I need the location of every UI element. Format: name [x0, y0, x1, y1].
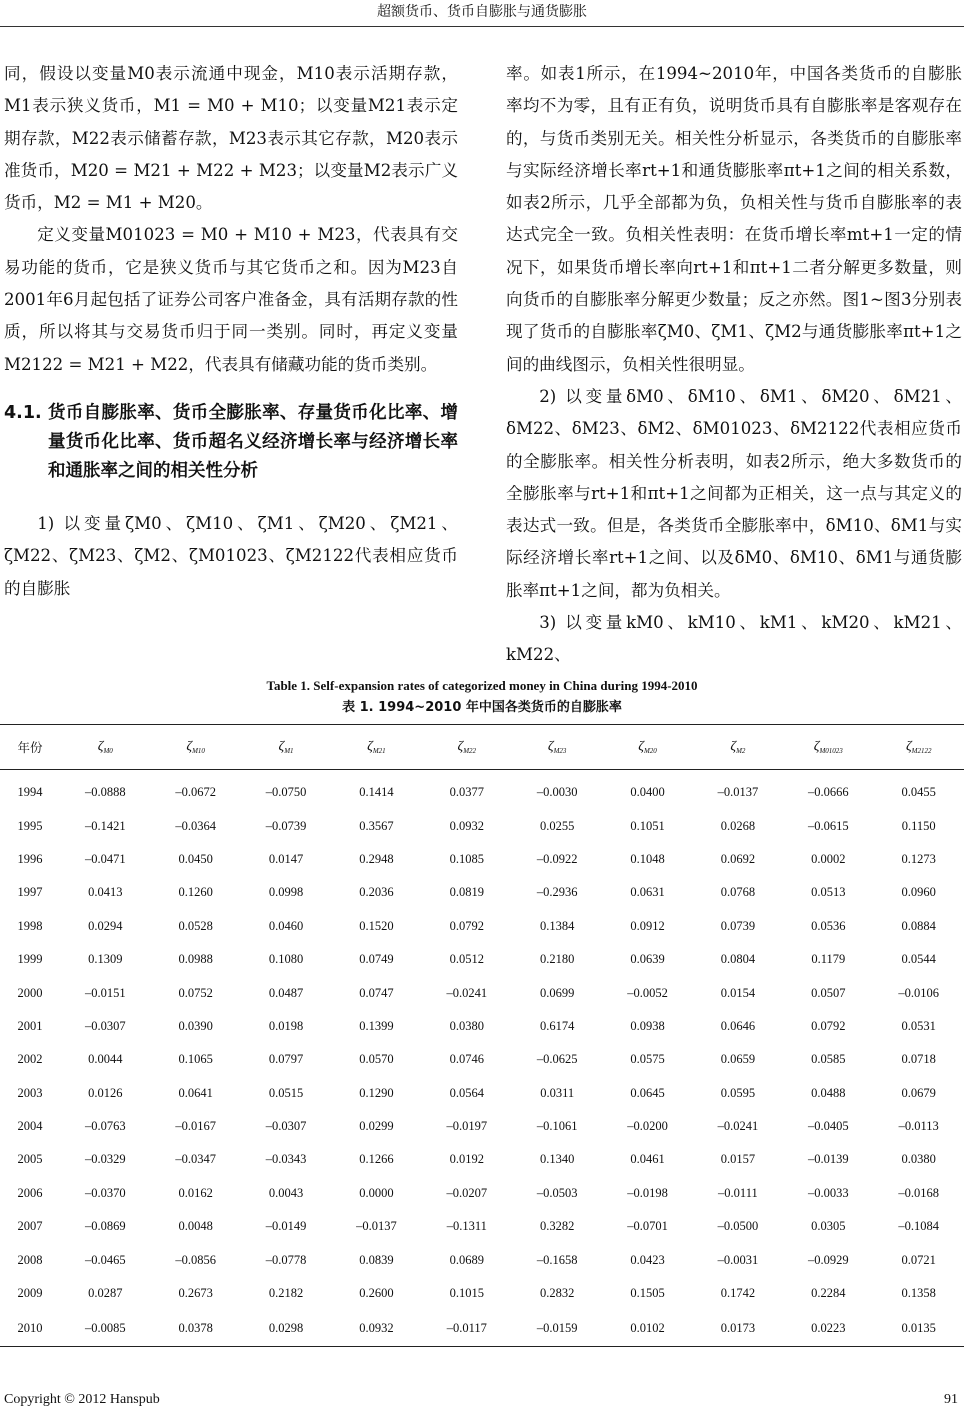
value-cell: –0.0207	[446, 1185, 488, 1200]
copyright: Copyright © 2012 Hanspub	[4, 1392, 160, 1407]
value-cell: 0.0631	[630, 885, 665, 900]
value-cell: 0.0536	[811, 918, 846, 933]
value-cell: 0.0126	[88, 1085, 123, 1100]
value-cell: –0.0763	[84, 1119, 126, 1134]
value-cell: 0.0752	[178, 985, 213, 1000]
column-header-m21: $\zeta_{M21}$	[331, 725, 421, 770]
value-cell: –0.0137	[717, 785, 759, 800]
value-cell: 0.0287	[88, 1286, 123, 1301]
value-cell: –0.0343	[265, 1152, 307, 1167]
value-cell: 0.0646	[720, 1018, 756, 1033]
column-header-m23: $\zeta_{M23}$	[512, 725, 602, 770]
value-cell: 0.0938	[630, 1018, 665, 1033]
value-cell: 0.0792	[449, 918, 484, 933]
value-cell: 0.0960	[901, 885, 936, 900]
value-cell: 0.0305	[811, 1219, 846, 1234]
section-heading	[4, 399, 458, 486]
year-cell: 2005	[17, 1152, 43, 1167]
value-cell: 0.3567	[359, 818, 394, 833]
table-row	[0, 876, 964, 909]
value-cell: –0.1311	[446, 1219, 487, 1234]
value-cell: 0.0645	[630, 1085, 665, 1100]
value-cell: 0.0804	[720, 952, 756, 967]
table-row	[0, 1010, 964, 1043]
value-cell: 0.0157	[720, 1152, 756, 1167]
table-row	[0, 910, 964, 943]
value-cell: 0.1742	[720, 1286, 756, 1301]
value-cell: –0.0168	[898, 1185, 940, 1200]
year-cell: 1996	[17, 851, 43, 866]
table-row	[0, 1043, 964, 1076]
value-cell: 0.0721	[901, 1252, 936, 1267]
value-cell: –0.0347	[175, 1152, 216, 1167]
value-cell: 0.0513	[811, 885, 846, 900]
value-cell: 0.1273	[901, 851, 936, 866]
value-cell: –0.0198	[627, 1185, 668, 1200]
value-cell: 0.0884	[901, 918, 936, 933]
value-cell: 0.0413	[88, 885, 123, 900]
value-cell: –0.0033	[807, 1185, 849, 1200]
value-cell: 0.1051	[630, 818, 665, 833]
column-header-m10: $\zeta_{M10}$	[150, 725, 240, 770]
value-cell: 0.0988	[178, 952, 213, 967]
table-row	[0, 943, 964, 976]
value-cell: –0.0030	[536, 785, 578, 800]
self-expansion-table	[0, 724, 964, 1347]
value-cell: 0.0377	[449, 785, 484, 800]
value-cell: 0.1520	[359, 918, 394, 933]
value-cell: 0.1150	[901, 818, 936, 833]
value-cell: 0.1505	[630, 1286, 665, 1301]
year-cell: 1994	[17, 785, 43, 800]
value-cell: 0.0311	[540, 1085, 575, 1100]
value-cell: –0.0137	[356, 1219, 397, 1234]
value-cell: –0.0031	[717, 1252, 759, 1267]
value-cell: 0.0487	[268, 985, 304, 1000]
value-cell: –0.0869	[84, 1219, 126, 1234]
value-cell: 0.0512	[449, 952, 484, 967]
value-cell: 0.0102	[602, 1310, 692, 1347]
value-cell: 0.0768	[720, 885, 756, 900]
value-cell: 0.0585	[811, 1052, 846, 1067]
section-title: 货币自膨胀率、货币全膨胀率、存量货币化比率、增量货币化比率、货币超名义经济增长率与经济增长率和通胀率之间的相关性分析	[48, 402, 458, 481]
value-cell: –0.0370	[84, 1185, 126, 1200]
value-cell: –0.0200	[627, 1119, 668, 1134]
value-cell: 0.0912	[630, 918, 665, 933]
value-cell: 0.6174	[539, 1018, 575, 1033]
table-row	[0, 1077, 964, 1110]
value-cell: 0.1309	[88, 952, 123, 967]
value-cell: –0.1084	[898, 1219, 940, 1234]
table-row	[0, 809, 964, 842]
value-cell: –0.0139	[807, 1152, 849, 1167]
value-cell: –0.0929	[807, 1252, 849, 1267]
value-cell: 0.0299	[359, 1119, 394, 1134]
section-number: 4.1.	[4, 402, 42, 423]
value-cell: 0.0154	[720, 985, 756, 1000]
value-cell: 0.1399	[359, 1018, 394, 1033]
year-cell: 2007	[17, 1219, 43, 1234]
column-header-m2122: $\zeta_{M2122}$	[873, 725, 964, 770]
left-paragraph-3: 1) 以变量ζM0、ζM10、ζM1、ζM20、ζM21、ζM22、ζM23、ζM2、ζM01023、ζM2122代表相应货币的自膨胀	[4, 513, 458, 598]
value-cell: 0.1414	[359, 785, 394, 800]
year-cell: 2006	[17, 1185, 43, 1200]
year-cell: 2001	[17, 1018, 43, 1033]
value-cell: 0.2180	[539, 952, 575, 967]
table-row	[0, 1143, 964, 1176]
value-cell: –0.0117	[422, 1310, 512, 1347]
year-cell: 2000	[17, 985, 43, 1000]
year-cell: 1997	[17, 885, 43, 900]
value-cell: 0.0839	[359, 1252, 394, 1267]
value-cell: –0.0922	[536, 851, 578, 866]
value-cell: 0.0575	[630, 1052, 665, 1067]
value-cell: –0.0625	[536, 1052, 578, 1067]
value-cell: –0.0307	[265, 1119, 307, 1134]
table-row	[0, 1277, 964, 1310]
value-cell: 0.1085	[449, 851, 484, 866]
value-cell: 0.2036	[359, 885, 394, 900]
value-cell: 0.1384	[539, 918, 575, 933]
value-cell: 0.0641	[178, 1085, 213, 1100]
value-cell: –0.0739	[265, 818, 307, 833]
value-cell: –0.0167	[175, 1119, 216, 1134]
year-cell: 1998	[17, 918, 43, 933]
value-cell: 0.0268	[720, 818, 756, 833]
value-cell: 0.0380	[449, 1018, 484, 1033]
value-cell: 0.2284	[811, 1286, 846, 1301]
table-row	[0, 1177, 964, 1210]
value-cell: 0.1015	[449, 1286, 484, 1301]
value-cell: –0.0106	[898, 985, 940, 1000]
value-cell: 0.1080	[268, 952, 304, 967]
value-cell: –0.0052	[627, 985, 668, 1000]
year-cell: 2003	[17, 1085, 43, 1100]
value-cell: –0.0329	[84, 1152, 126, 1167]
value-cell: 0.0298	[241, 1310, 331, 1347]
value-cell: 0.0797	[268, 1052, 304, 1067]
value-cell: –0.0500	[717, 1219, 759, 1234]
year-cell: 2004	[17, 1119, 43, 1134]
value-cell: 0.0192	[449, 1152, 484, 1167]
year-cell: 1999	[17, 952, 43, 967]
value-cell: 0.0792	[811, 1018, 846, 1033]
value-cell: 0.2673	[178, 1286, 213, 1301]
value-cell: –0.2936	[536, 885, 578, 900]
value-cell: –0.1421	[84, 818, 126, 833]
year-cell: 1995	[17, 818, 43, 833]
right-paragraph-1: 率。如表1所示，在1994~2010年，中国各类货币的自膨胀率均不为零，且有正有负，说明货币具有自膨胀率是客观存在的，与货币类别无关。相关性分析显示，各类货币的自膨胀率与实际经济增长率rt+1和通货膨胀率πt+1之间的相关系数，如表2所示，几乎全部都为负，负相关性与货币自膨胀率的表达式完全一致。负相关性表明：在货币增长率mt+1一定的情况下，如果货币增长率向rt+1和πt+1二者分解更多数量，则向货币的自膨胀率分解更少数量；反之亦然。图1~图3分别表现了货币的自膨胀率ζM0、ζM1、ζM2与通货膨胀率πt+1之间的曲线图示，负相关性很明显。	[506, 64, 962, 374]
value-cell: 0.1048	[630, 851, 665, 866]
value-cell: 0.0455	[901, 785, 936, 800]
column-header-m1: $\zeta_{M1}$	[241, 725, 331, 770]
value-cell: 0.0699	[539, 985, 575, 1000]
column-header-m2: $\zeta_{M2}$	[693, 725, 783, 770]
value-cell: 0.1266	[359, 1152, 394, 1167]
value-cell: 0.0400	[630, 785, 665, 800]
value-cell: 0.0255	[539, 818, 575, 833]
value-cell: –0.0364	[175, 818, 216, 833]
value-cell: 0.3282	[539, 1219, 575, 1234]
value-cell: 0.2182	[268, 1286, 304, 1301]
value-cell: 0.0819	[449, 885, 484, 900]
value-cell: 0.0000	[359, 1185, 394, 1200]
table-row	[0, 843, 964, 876]
value-cell: 0.0390	[178, 1018, 213, 1033]
header-rule	[0, 26, 964, 27]
value-cell: 0.0739	[720, 918, 756, 933]
table-row	[0, 1310, 964, 1347]
value-cell: 0.0378	[150, 1310, 240, 1347]
value-cell: –0.0778	[265, 1252, 307, 1267]
running-header: 超额货币、货币自膨胀与通货膨胀	[377, 4, 587, 20]
value-cell: –0.0405	[807, 1119, 849, 1134]
year-cell: 2002	[17, 1052, 43, 1067]
value-cell: –0.0701	[627, 1219, 668, 1234]
value-cell: 0.0570	[359, 1052, 394, 1067]
value-cell: –0.0471	[84, 851, 126, 866]
year-cell: 2010	[0, 1310, 60, 1347]
column-header-m0: $\zeta_{M0}$	[60, 725, 150, 770]
right-paragraph-3: 3) 以变量kM0、kM10、kM1、kM20、kM21、kM22、	[506, 613, 962, 665]
value-cell: –0.0503	[536, 1185, 578, 1200]
value-cell: 0.0043	[268, 1185, 304, 1200]
value-cell: 0.2832	[539, 1286, 575, 1301]
column-header-m22: $\zeta_{M22}$	[422, 725, 512, 770]
value-cell: –0.0465	[84, 1252, 126, 1267]
value-cell: –0.0615	[807, 818, 849, 833]
value-cell: 0.1340	[539, 1152, 575, 1167]
value-cell: –0.0085	[60, 1310, 150, 1347]
value-cell: 0.0689	[449, 1252, 484, 1267]
table-row	[0, 1243, 964, 1276]
value-cell: –0.1658	[536, 1252, 578, 1267]
value-cell: 0.0746	[449, 1052, 484, 1067]
value-cell: 0.0718	[901, 1052, 936, 1067]
table-caption-zh: 表 1. 1994~2010 年中国各类货币的自膨胀率	[342, 700, 622, 715]
table-row	[0, 770, 964, 810]
value-cell: 0.0450	[178, 851, 213, 866]
table-header-row	[0, 725, 964, 770]
value-cell: 0.0998	[268, 885, 304, 900]
value-cell: 0.0932	[331, 1310, 421, 1347]
value-cell: –0.0149	[265, 1219, 307, 1234]
value-cell: 0.0488	[811, 1085, 846, 1100]
value-cell: 0.0044	[88, 1052, 123, 1067]
value-cell: –0.0159	[512, 1310, 602, 1347]
value-cell: –0.1061	[536, 1119, 578, 1134]
value-cell: 0.0507	[811, 985, 846, 1000]
table-row	[0, 976, 964, 1009]
value-cell: 0.0595	[720, 1085, 756, 1100]
value-cell: 0.0515	[268, 1085, 304, 1100]
page-number: 91	[944, 1392, 958, 1407]
value-cell: 0.0528	[178, 918, 213, 933]
left-column	[4, 58, 458, 605]
right-paragraph-2: 2) 以变量δM0、δM10、δM1、δM20、δM21、δM22、δM23、δM2、δM01023、δM2122代表相应货币的全膨胀率。相关性分析表明，如表2所示，绝大多数货币的全膨胀率与rt+1和πt+1之间都为正相关，这一点与其定义的表达式一致。但是，各类货币全膨胀率中，δM10、δM1与实际经济增长率rt+1之间、以及δM0、δM10、δM1与通货膨胀率πt+1之间，都为负相关。	[506, 386, 962, 600]
value-cell: –0.0241	[717, 1119, 759, 1134]
value-cell: –0.0666	[807, 785, 849, 800]
value-cell: –0.0111	[718, 1185, 758, 1200]
value-cell: –0.0197	[446, 1119, 488, 1134]
value-cell: 0.0048	[178, 1219, 213, 1234]
value-cell: –0.0241	[446, 985, 488, 1000]
value-cell: –0.0307	[84, 1018, 126, 1033]
value-cell: 0.0147	[268, 851, 304, 866]
value-cell: 0.0564	[449, 1085, 484, 1100]
value-cell: 0.0679	[901, 1085, 936, 1100]
value-cell: 0.0135	[873, 1310, 964, 1347]
left-paragraph-2: 定义变量M01023 = M0 + M10 + M23，代表具有交易功能的货币，它是狭义货币与其它货币之和。因为M23自2001年6月起包括了证券公司客户准备金，具有活期存款的性质，所以将其与交易货币归于同一类别。同时，再定义变量M2122 = M21 + M22，代表具有储藏功能的货币类别。	[4, 225, 458, 374]
value-cell: 0.1260	[178, 885, 213, 900]
table-row	[0, 1110, 964, 1143]
value-cell: 0.0380	[901, 1152, 936, 1167]
value-cell: 0.0747	[359, 985, 394, 1000]
value-cell: –0.0672	[175, 785, 216, 800]
table-caption-en: Table 1. Self-expansion rates of categorized money in China during 1994-2010	[266, 678, 698, 693]
left-paragraph-1: 同，假设以变量M0表示流通中现金，M10表示活期存款，M1表示狭义货币，M1 = M0 + M10；以变量M21表示定期存款，M22表示储蓄存款，M23表示其它存款，M20表示准货币，M20 = M21 + M22 + M23；以变量M2表示广义货币，M2 = M1 + M20。	[4, 64, 458, 213]
value-cell: 0.1358	[901, 1286, 936, 1301]
year-cell: 2008	[17, 1252, 43, 1267]
table-row	[0, 1210, 964, 1243]
value-cell: 0.0223	[783, 1310, 873, 1347]
value-cell: 0.0173	[693, 1310, 783, 1347]
value-cell: 0.1290	[359, 1085, 394, 1100]
value-cell: –0.0750	[265, 785, 307, 800]
value-cell: –0.0888	[84, 785, 126, 800]
year-header: 年份	[0, 725, 60, 770]
value-cell: –0.0113	[898, 1119, 939, 1134]
value-cell: 0.2948	[359, 851, 394, 866]
value-cell: 0.0659	[720, 1052, 756, 1067]
value-cell: 0.0932	[449, 818, 484, 833]
year-cell: 2009	[17, 1286, 43, 1301]
value-cell: 0.0639	[630, 952, 665, 967]
value-cell: 0.2600	[359, 1286, 394, 1301]
value-cell: 0.0198	[268, 1018, 304, 1033]
value-cell: 0.0294	[88, 918, 123, 933]
column-header-m01023: $\zeta_{M01023}$	[783, 725, 873, 770]
column-header-m20: $\zeta_{M20}$	[602, 725, 692, 770]
value-cell: 0.0002	[811, 851, 846, 866]
value-cell: 0.1179	[811, 952, 846, 967]
value-cell: –0.0856	[175, 1252, 216, 1267]
table-body	[0, 770, 964, 1347]
value-cell: 0.1065	[178, 1052, 213, 1067]
value-cell: 0.0531	[901, 1018, 936, 1033]
value-cell: 0.0461	[630, 1152, 665, 1167]
value-cell: 0.0749	[359, 952, 394, 967]
value-cell: 0.0162	[178, 1185, 213, 1200]
value-cell: 0.0423	[630, 1252, 665, 1267]
value-cell: –0.0151	[84, 985, 126, 1000]
right-column	[506, 58, 962, 672]
value-cell: 0.0692	[720, 851, 756, 866]
value-cell: 0.0460	[268, 918, 304, 933]
value-cell: 0.0544	[901, 952, 936, 967]
